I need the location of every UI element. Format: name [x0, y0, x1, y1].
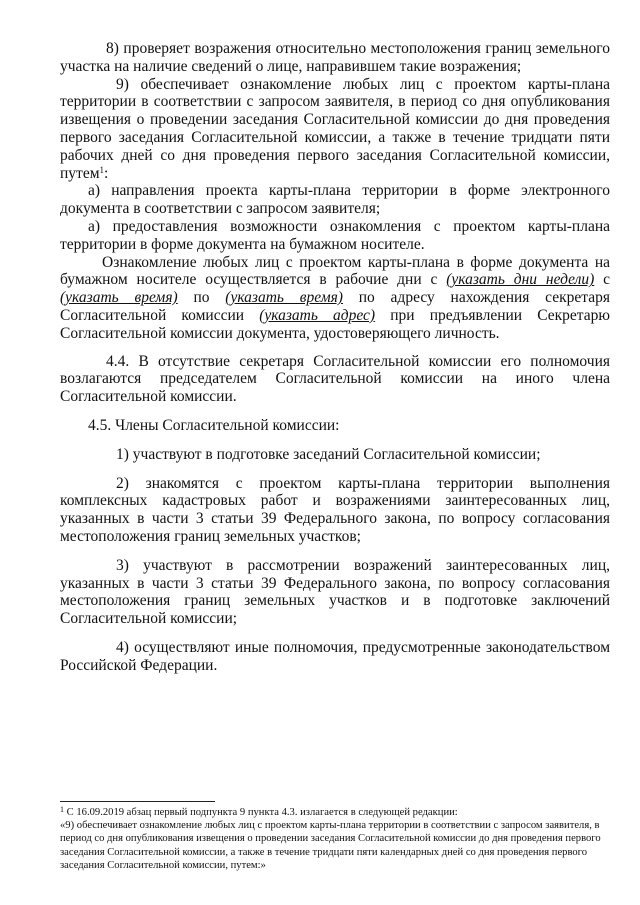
paragraph-4-4: 4.4. В отсутствие секретаря Согласительной комиссии его полномочия возлагаются председателем Согласительной комиссии на иного члена Согласительной комиссии.: [60, 352, 610, 406]
paragraph-item-8: 8) проверяет возражения относительно местоположения границ земельного участка на наличие сведений о лице, направившем такие возражения;: [60, 40, 610, 75]
document-body: [60, 40, 610, 675]
review-text-5: при предъявлении Секретарю Согласительной комиссии документа, удостоверяющего личность.: [60, 306, 610, 342]
footnote: [60, 806, 616, 872]
review-text-1: Ознакомление любых лиц с проектом карты-плана в форме документа на бумажном носителе осуществляется в рабочие дни с: [60, 253, 610, 289]
review-text-4: по адресу нахождения секретаря Согласительной комиссии: [60, 289, 611, 324]
placeholder-time-from: (указать время): [60, 289, 178, 307]
footnote-quote: «9) обеспечивает ознакомление любых лиц с проектом карты-плана территории в соответствии с запросом заявителя, в период со дня опубликования извещения о проведении заседания Согласительной комиссии до дня проведения первого заседания Согласительной комиссии, а также в течение тридцати пяти календарных дней со дня проведения первого заседания Согласительной комиссии, путем:»: [60, 820, 601, 871]
paragraph-item-9-tail: :: [104, 164, 109, 182]
footnote-intro: С 16.09.2019 абзац первый подпункта 9 пункта 4.3. излагается в следующей редакции:: [64, 807, 458, 818]
paragraph-4-5-heading: 4.5. Члены Согласительной комиссии:: [88, 416, 340, 434]
footnote-reference[interactable]: 1: [99, 164, 105, 175]
review-text-3: по: [177, 289, 226, 307]
footnote-separator: [60, 801, 215, 802]
placeholder-time-to: (указать время): [225, 289, 343, 307]
paragraph-member-duty-4: 4) осуществляют иные полномочия, предусмотренные законодательством Российской Федерации.: [60, 638, 610, 674]
paragraph-item-9: [60, 76, 610, 183]
paragraph-subitem-a-electronic: а) направления проекта карты-плана территории в форме электронного документа в соответствии с запросом заявителя;: [60, 182, 610, 218]
footnote-line-1: [60, 806, 616, 819]
paragraph-member-duty-1: 1) участвуют в подготовке заседаний Согласительной комиссии;: [116, 445, 541, 463]
paragraph-item-9-text: 9) обеспечивает ознакомление любых лиц с проектом карты-плана территории в соответствии с запросом заявителя, в период со дня опубликования извещения о проведении заседания Согласительной комиссии до дня проведения первого заседания Согласительной комиссии, а также в течение тридцати пяти рабочих дней со дня проведения первого заседания Согласительной комиссии, путем: [60, 75, 610, 182]
placeholder-address: (указать адрес): [259, 306, 376, 324]
review-text-2: с: [594, 271, 610, 289]
paragraph-member-duty-2: 2) знакомятся с проектом карты-плана территории выполнения комплексных кадастровых работ и возражениями заинтересованных лиц, указанных в части 3 статьи 39 Федерального закона, по вопросу согласования местоположения границ земельных участков;: [60, 474, 610, 545]
placeholder-days: (указать дни недели): [446, 271, 595, 289]
paragraph-member-duty-3: 3) участвуют в рассмотрении возражений заинтересованных лиц, указанных в части 3 статьи 39 Федерального закона, по вопросу согласования местоположения границ земельных участков и в подготовке заключений Согласительной комиссии;: [60, 556, 610, 628]
footnote-number: 1: [60, 805, 64, 814]
paragraph-review-procedure: [60, 254, 610, 343]
paragraph-subitem-a-paper: а) предоставления возможности ознакомления с проектом карты-плана территории в форме документа на бумажном носителе.: [60, 217, 610, 253]
